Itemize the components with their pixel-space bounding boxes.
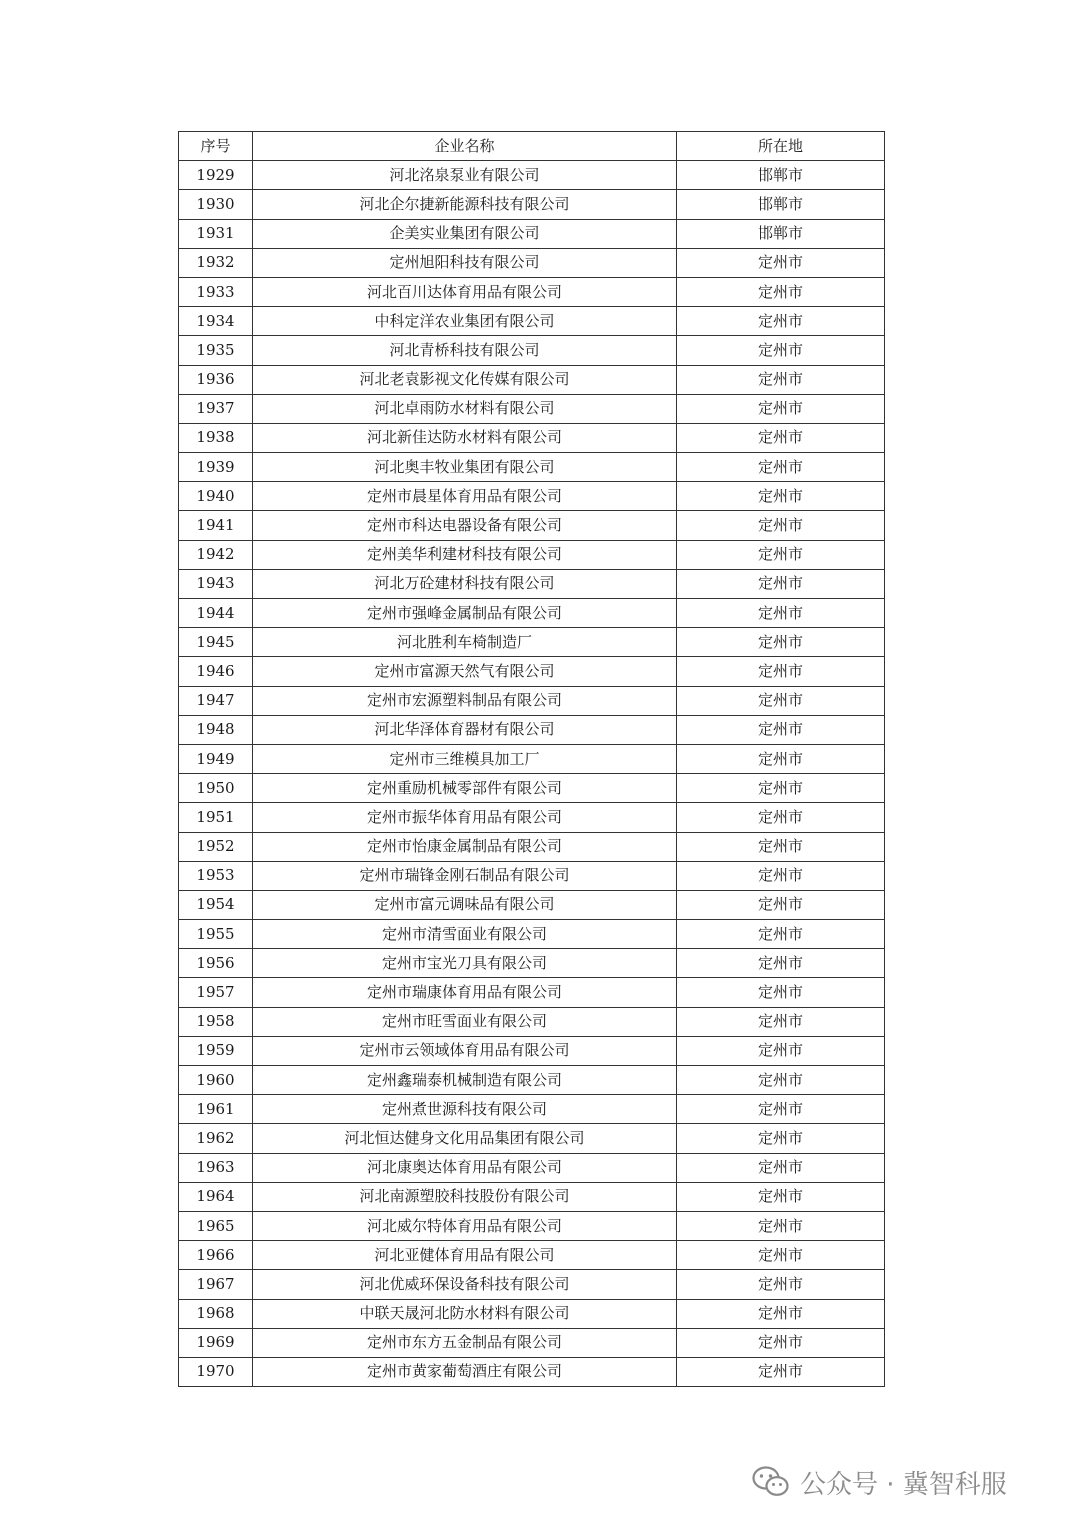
table-body [179,161,885,1387]
cell-location: 定州市 [677,248,885,277]
cell-location: 定州市 [677,453,885,482]
enterprise-table-container [178,131,884,1387]
cell-location: 邯郸市 [677,161,885,190]
cell-serial-number: 1961 [179,1095,253,1124]
cell-location: 定州市 [677,861,885,890]
cell-company-name: 定州煮世源科技有限公司 [253,1095,677,1124]
cell-serial-number: 1943 [179,569,253,598]
cell-location: 定州市 [677,599,885,628]
cell-serial-number: 1931 [179,219,253,248]
cell-location: 定州市 [677,1270,885,1299]
cell-company-name: 定州市怡康金属制品有限公司 [253,832,677,861]
table-row [179,248,885,277]
cell-company-name: 定州市科达电器设备有限公司 [253,511,677,540]
table-row [179,540,885,569]
table-row [179,1095,885,1124]
table-row [179,1153,885,1182]
cell-company-name: 定州市三维模具加工厂 [253,744,677,773]
cell-company-name: 定州市清雪面业有限公司 [253,920,677,949]
cell-location: 定州市 [677,336,885,365]
cell-company-name: 定州市富元调味品有限公司 [253,890,677,919]
cell-company-name: 定州美华利建材科技有限公司 [253,540,677,569]
cell-company-name: 定州市宝光刀具有限公司 [253,949,677,978]
table-row [179,569,885,598]
cell-location: 定州市 [677,569,885,598]
cell-location: 定州市 [677,1182,885,1211]
cell-serial-number: 1970 [179,1357,253,1386]
wechat-official-account-watermark [752,1462,1007,1502]
cell-company-name: 定州旭阳科技有限公司 [253,248,677,277]
cell-location: 邯郸市 [677,190,885,219]
cell-company-name: 河北亚健体育用品有限公司 [253,1241,677,1270]
cell-company-name: 定州市黄家葡萄酒庄有限公司 [253,1357,677,1386]
cell-serial-number: 1950 [179,774,253,803]
cell-location: 定州市 [677,920,885,949]
cell-company-name: 河北老袁影视文化传媒有限公司 [253,365,677,394]
cell-serial-number: 1934 [179,307,253,336]
cell-company-name: 河北奥丰牧业集团有限公司 [253,453,677,482]
table-row [179,219,885,248]
cell-location: 定州市 [677,1357,885,1386]
cell-location: 定州市 [677,540,885,569]
table-row [179,1299,885,1328]
cell-serial-number: 1948 [179,715,253,744]
cell-serial-number: 1954 [179,890,253,919]
cell-serial-number: 1937 [179,394,253,423]
table-row [179,628,885,657]
cell-location: 邯郸市 [677,219,885,248]
cell-company-name: 河北华泽体育器材有限公司 [253,715,677,744]
cell-location: 定州市 [677,686,885,715]
table-row [179,1066,885,1095]
cell-company-name: 定州市富源天然气有限公司 [253,657,677,686]
cell-location: 定州市 [677,774,885,803]
cell-serial-number: 1945 [179,628,253,657]
table-row [179,161,885,190]
cell-company-name: 定州鑫瑞泰机械制造有限公司 [253,1066,677,1095]
cell-company-name: 河北胜利车椅制造厂 [253,628,677,657]
cell-location: 定州市 [677,1328,885,1357]
table-row [179,307,885,336]
table-row [179,657,885,686]
cell-serial-number: 1938 [179,423,253,452]
cell-company-name: 定州市瑞康体育用品有限公司 [253,978,677,1007]
header-serial-number: 序号 [179,132,253,161]
cell-location: 定州市 [677,715,885,744]
cell-location: 定州市 [677,890,885,919]
table-row [179,190,885,219]
table-row [179,803,885,832]
cell-location: 定州市 [677,1095,885,1124]
watermark-text: 公众号 · 冀智科服 [800,1469,1007,1500]
cell-location: 定州市 [677,978,885,1007]
cell-location: 定州市 [677,949,885,978]
cell-company-name: 定州市东方五金制品有限公司 [253,1328,677,1357]
table-header-row [179,132,885,161]
cell-serial-number: 1941 [179,511,253,540]
cell-company-name: 河北企尔捷新能源科技有限公司 [253,190,677,219]
table-row [179,1357,885,1386]
cell-company-name: 河北万砼建材科技有限公司 [253,569,677,598]
cell-serial-number: 1959 [179,1036,253,1065]
cell-serial-number: 1947 [179,686,253,715]
cell-serial-number: 1966 [179,1241,253,1270]
table-row [179,1124,885,1153]
cell-company-name: 定州市振华体育用品有限公司 [253,803,677,832]
cell-location: 定州市 [677,1153,885,1182]
table-row [179,336,885,365]
cell-serial-number: 1946 [179,657,253,686]
cell-serial-number: 1967 [179,1270,253,1299]
table-row [179,949,885,978]
table-row [179,482,885,511]
table-row [179,1182,885,1211]
cell-location: 定州市 [677,1066,885,1095]
cell-serial-number: 1939 [179,453,253,482]
cell-location: 定州市 [677,744,885,773]
table-row [179,1211,885,1240]
cell-company-name: 定州市晨星体育用品有限公司 [253,482,677,511]
cell-location: 定州市 [677,1241,885,1270]
cell-serial-number: 1965 [179,1211,253,1240]
cell-company-name: 河北恒达健身文化用品集团有限公司 [253,1124,677,1153]
cell-location: 定州市 [677,803,885,832]
table-row [179,920,885,949]
cell-location: 定州市 [677,1124,885,1153]
cell-company-name: 中科定洋农业集团有限公司 [253,307,677,336]
table-row [179,1007,885,1036]
cell-location: 定州市 [677,394,885,423]
cell-serial-number: 1962 [179,1124,253,1153]
cell-location: 定州市 [677,1007,885,1036]
table-row [179,744,885,773]
cell-company-name: 河北威尔特体育用品有限公司 [253,1211,677,1240]
table-row [179,599,885,628]
cell-company-name: 定州市云领域体育用品有限公司 [253,1036,677,1065]
table-row [179,394,885,423]
cell-company-name: 定州市瑞锋金刚石制品有限公司 [253,861,677,890]
cell-serial-number: 1957 [179,978,253,1007]
cell-company-name: 河北百川达体育用品有限公司 [253,277,677,306]
cell-serial-number: 1942 [179,540,253,569]
table-row [179,861,885,890]
table-row [179,715,885,744]
cell-company-name: 河北青桥科技有限公司 [253,336,677,365]
enterprise-table [178,131,885,1387]
cell-serial-number: 1964 [179,1182,253,1211]
cell-location: 定州市 [677,657,885,686]
cell-serial-number: 1956 [179,949,253,978]
cell-company-name: 河北南源塑胶科技股份有限公司 [253,1182,677,1211]
table-row [179,365,885,394]
table-row [179,1241,885,1270]
cell-location: 定州市 [677,277,885,306]
table-row [179,832,885,861]
table-row [179,1328,885,1357]
table-row [179,890,885,919]
cell-serial-number: 1958 [179,1007,253,1036]
table-row [179,511,885,540]
cell-company-name: 定州市强峰金属制品有限公司 [253,599,677,628]
cell-location: 定州市 [677,365,885,394]
cell-company-name: 河北康奥达体育用品有限公司 [253,1153,677,1182]
cell-serial-number: 1944 [179,599,253,628]
cell-company-name: 定州市旺雪面业有限公司 [253,1007,677,1036]
cell-serial-number: 1949 [179,744,253,773]
cell-serial-number: 1936 [179,365,253,394]
cell-location: 定州市 [677,307,885,336]
cell-serial-number: 1952 [179,832,253,861]
table-row [179,423,885,452]
cell-company-name: 河北洺泉泵业有限公司 [253,161,677,190]
table-row [179,1270,885,1299]
cell-serial-number: 1940 [179,482,253,511]
cell-location: 定州市 [677,482,885,511]
cell-company-name: 中联天晟河北防水材料有限公司 [253,1299,677,1328]
wechat-icon [752,1466,790,1498]
table-row [179,686,885,715]
cell-serial-number: 1930 [179,190,253,219]
cell-serial-number: 1955 [179,920,253,949]
header-company-name: 企业名称 [253,132,677,161]
cell-serial-number: 1933 [179,277,253,306]
cell-serial-number: 1935 [179,336,253,365]
cell-company-name: 定州重励机械零部件有限公司 [253,774,677,803]
cell-company-name: 定州市宏源塑料制品有限公司 [253,686,677,715]
cell-location: 定州市 [677,832,885,861]
table-row [179,277,885,306]
cell-serial-number: 1953 [179,861,253,890]
cell-location: 定州市 [677,511,885,540]
cell-location: 定州市 [677,1299,885,1328]
cell-serial-number: 1963 [179,1153,253,1182]
cell-company-name: 河北卓雨防水材料有限公司 [253,394,677,423]
cell-location: 定州市 [677,1211,885,1240]
cell-company-name: 企美实业集团有限公司 [253,219,677,248]
cell-serial-number: 1968 [179,1299,253,1328]
cell-serial-number: 1951 [179,803,253,832]
cell-location: 定州市 [677,423,885,452]
cell-serial-number: 1929 [179,161,253,190]
cell-serial-number: 1969 [179,1328,253,1357]
cell-company-name: 河北新佳达防水材料有限公司 [253,423,677,452]
table-row [179,978,885,1007]
table-row [179,1036,885,1065]
cell-company-name: 河北优威环保设备科技有限公司 [253,1270,677,1299]
table-row [179,453,885,482]
cell-location: 定州市 [677,1036,885,1065]
cell-serial-number: 1932 [179,248,253,277]
cell-location: 定州市 [677,628,885,657]
cell-serial-number: 1960 [179,1066,253,1095]
header-location: 所在地 [677,132,885,161]
table-row [179,774,885,803]
